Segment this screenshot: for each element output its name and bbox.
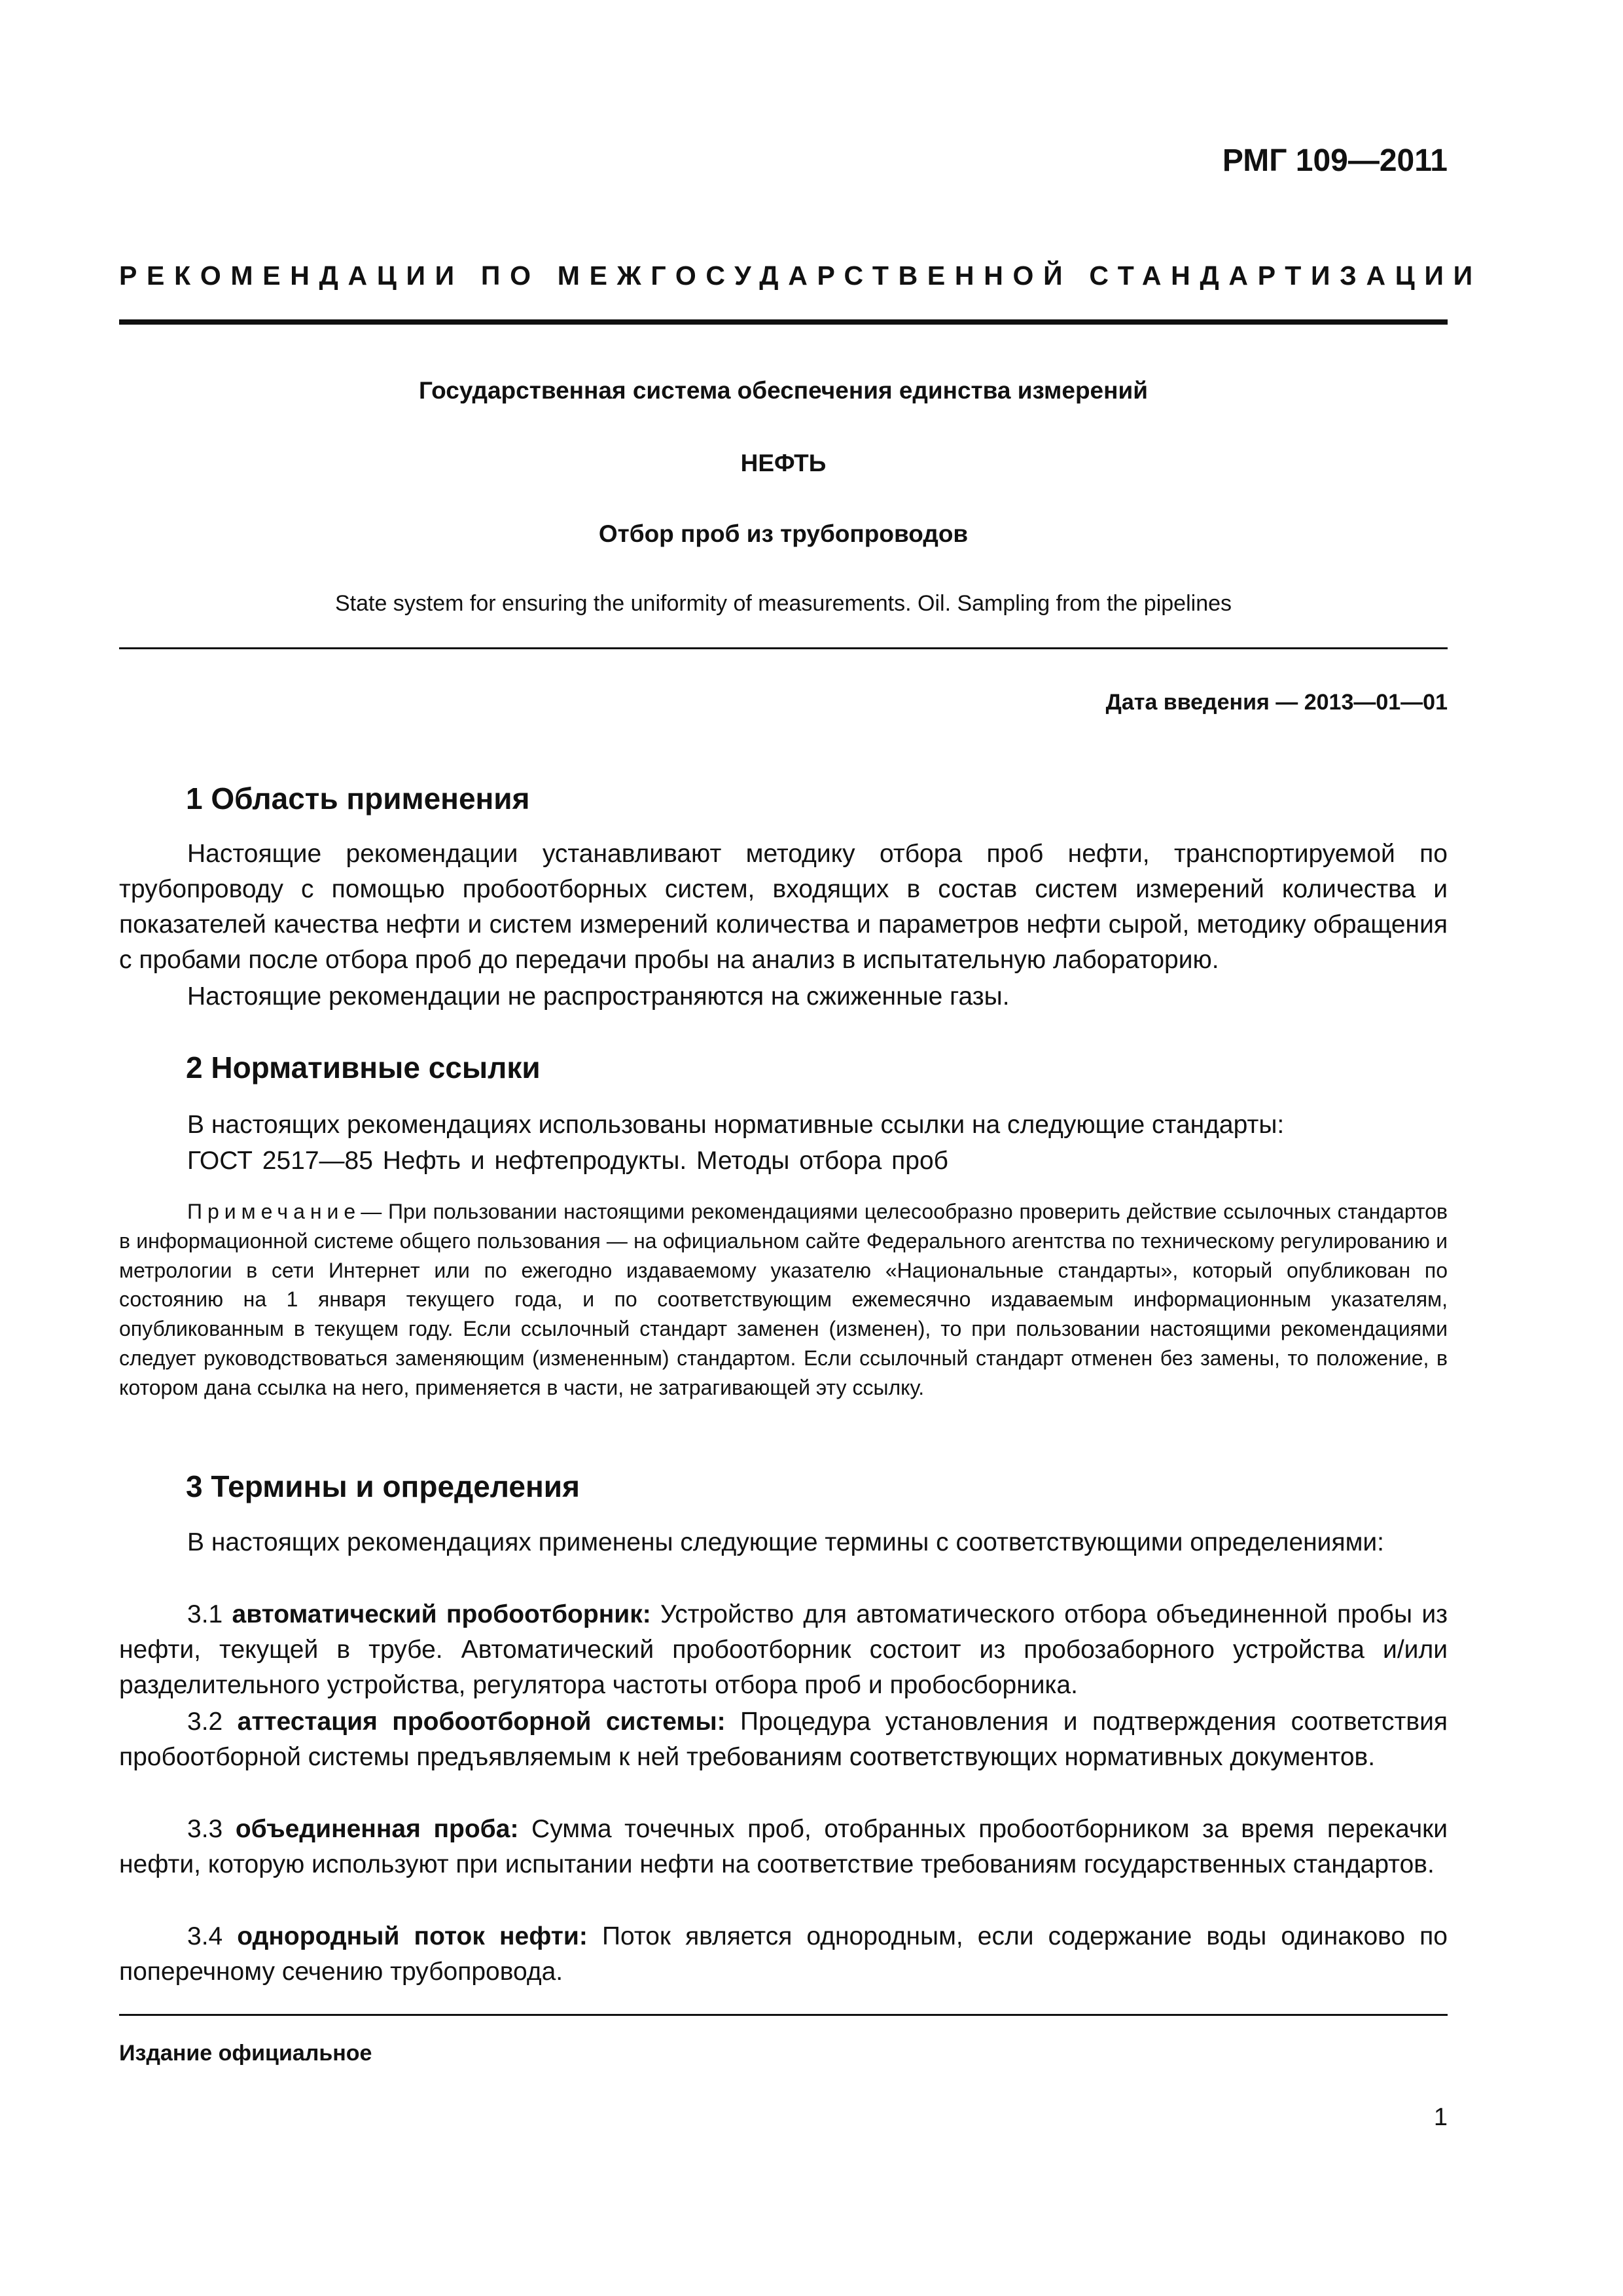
section-2-note bbox=[119, 1197, 1448, 1403]
term-number: 3.3 bbox=[187, 1815, 223, 1843]
section-2-reference: ГОСТ 2517—85 Нефть и нефтепродукты. Методы отбора проб bbox=[187, 1147, 948, 1175]
term-name: объединенная проба: bbox=[235, 1815, 519, 1843]
section-1-heading: 1 Область применения bbox=[186, 781, 530, 816]
section-1-paragraph-2: Настоящие рекомендации не распространяются на сжиженные газы. bbox=[187, 982, 1010, 1011]
term-name: аттестация пробоотборной системы: bbox=[237, 1708, 726, 1736]
title-english: State system for ensuring the uniformity of measurements. Oil. Sampling from the pipelines bbox=[334, 591, 1232, 616]
section-2-heading: 2 Нормативные ссылки bbox=[186, 1050, 541, 1085]
term-3-4 bbox=[119, 1919, 1448, 1990]
title-divider bbox=[119, 647, 1448, 649]
term-number: 3.1 bbox=[187, 1600, 223, 1628]
section-3-intro: В настоящих рекомендациях применены следующие термины с соответствующими определениями: bbox=[187, 1528, 1385, 1556]
note-text: — При пользовании настоящими рекомендациями целесообразно проверить действие ссылочных стандартов в информационной системе общего пользования — на официальном сайте Федерального агентства по техническому регулированию и метрологии в сети Интернет или по ежегодно издаваемому указателю «Национальные стандарты», который опубликован по состоянию на 1 января текущего года, и по соответствующим ежемесячно издаваемым информационным указателям, опубликованным в текущем году. Если ссылочный стандарт заменен (изменен), то при пользовании настоящими рекомендациями следует руководствоваться заменяющим (измененным) стандартом. Если ссылочный стандарт отменен без замены, то положение, в котором дана ссылка на него, применяется в части, не затрагивающей эту ссылку. bbox=[119, 1200, 1448, 1399]
note-label: Примечание bbox=[187, 1200, 361, 1223]
introduction-date: Дата введения — 2013—01—01 bbox=[1105, 690, 1448, 715]
term-definition: Устройство для автоматического отбора объединенной пробы из нефти, текущей в трубе. Автоматический пробоотборник состоит из пробозаборного устройства и/или разделительного устройства, регулятора частоты отбора проб и пробосборника. bbox=[119, 1600, 1448, 1699]
term-name: автоматический пробоотборник: bbox=[232, 1600, 651, 1628]
term-definition: Процедура установления и подтверждения соответствия пробоотборной системы предъявляемым к ней требованиям соответствующих нормативных документов. bbox=[119, 1708, 1448, 1771]
footer-divider bbox=[119, 2014, 1448, 2016]
term-3-1 bbox=[119, 1597, 1448, 1703]
term-3-3 bbox=[119, 1812, 1448, 1882]
document-series: РЕКОМЕНДАЦИИ ПО МЕЖГОСУДАРСТВЕННОЙ СТАНДАРТИЗАЦИИ bbox=[119, 260, 1482, 291]
term-number: 3.4 bbox=[187, 1922, 223, 1950]
document-number: РМГ 109—2011 bbox=[1222, 143, 1448, 178]
term-3-2 bbox=[119, 1704, 1448, 1775]
edition-label: Издание официальное bbox=[119, 2041, 372, 2066]
title-subject: НЕФТЬ bbox=[740, 450, 827, 476]
header-divider bbox=[119, 319, 1448, 325]
section-3-heading: 3 Термины и определения bbox=[186, 1469, 580, 1503]
section-2-paragraph-1: В настоящих рекомендациях использованы нормативные ссылки на следующие стандарты: bbox=[187, 1111, 1285, 1139]
section-1-paragraph-1: Настоящие рекомендации устанавливают методику отбора проб нефти, транспортируемой по трубопроводу с помощью пробоотборных систем, входящих в состав систем измерений количества и показателей качества нефти и систем измерений количества и параметров нефти сырой, методику обращения с пробами после отбора проб до передачи пробы на анализ в испытательную лабораторию. bbox=[119, 840, 1448, 974]
term-number: 3.2 bbox=[187, 1708, 223, 1736]
document-page bbox=[119, 0, 1482, 2296]
term-name: однородный поток нефти: bbox=[237, 1922, 588, 1950]
title-topic: Отбор проб из трубопроводов bbox=[598, 520, 969, 547]
page-number: 1 bbox=[1433, 2104, 1448, 2131]
title-system: Государственная система обеспечения единства измерений bbox=[419, 377, 1148, 404]
term-definition: Сумма точечных проб, отобранных пробоотборником за время перекачки нефти, которую используют при испытании нефти на соответствие требованиям государственных стандартов. bbox=[119, 1815, 1448, 1878]
term-definition: Поток является однородным, если содержание воды одинаково по поперечному сечению трубопровода. bbox=[119, 1922, 1448, 1986]
